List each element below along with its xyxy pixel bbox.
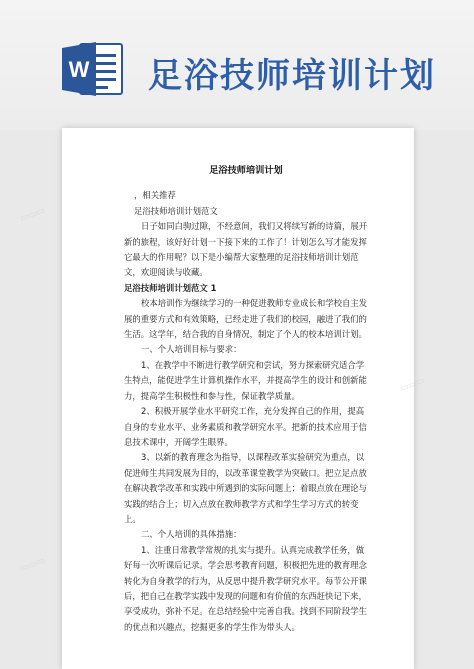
related-subtitle: 足浴技师培训计划范文 [134,205,218,216]
banner-title: 足浴技师培训计划 [148,56,436,96]
measure-heading: 二、个人培训的具体措施： [141,529,242,540]
paragraph-1: 校本培训作为继续学习的一种促进教师专业成长和学校自主发展的重要方式和有效策略，已经走进了我们的校园，融进了我们的生活。这学年，结合我的自身情况，制定了个人的校本培训计划。 [124,298,368,340]
header-banner [0,0,474,130]
section-heading: 足浴技师培训计划范文 1 [124,282,217,293]
related-label: ，相关推荐 [134,190,176,201]
watermark: ▭▭▭ [19,205,47,225]
goal-item-3: 3、以新的教育理念为指导，以课程改革实验研究为重点，以促进师生共同发展为目的，以改革课堂教学为突破口。把立足点放在解决教学改革和实践中所遇到的实际问题上；着眼点放在理论与实践的结合上；切入点放在教师教学方式和学生学习方式的转变上。 [124,452,367,524]
goal-item-1: 1、在教学中不断进行教学研究和尝试，努力探索研究适合学生特点，能促进学生计算机操作水平，并提高学生的设计和创新能力，提高学生积极性和参与性，保证教学质量。 [124,359,367,401]
measure-item-1: 1、注重日常教学常规的扎实与提升。认真完成教学任务，做好每一次听课后记录。学会思考教育问题，积极把先进的教育理念转化为自身教学的行为，从反思中提升教学研究水平。每节公开课后，把自己在教学实践中发现的问题和有价值的东西赶快记下来，享受成功，弥补不足。在总结经验中完善自我。找到不同阶段学生的优点和兴趣点，挖掘更多的学生作为带头人。 [124,544,367,632]
watermark: ▭▭▭ [19,555,47,575]
document-title: 足浴技师培训计划 [209,165,283,176]
goal-item-2: 2、积极开展学业水平研究工作，充分发挥自己的作用，提高自身的专业水平、业务素质和教学研究水平。把新的技术应用于信息技术课中，开阔学生眼界。 [124,406,367,447]
document-body [124,163,368,635]
logo-letter: W [68,57,90,82]
watermark: ▭▭▭ [399,375,427,395]
intro-paragraph: 日子如同白驹过隙，不经意间，我们又将续写新的诗篇，展开新的旅程，该好好计划一下接下来的工作了！计划怎么写才能发挥它最大的作用呢？以下是小编帮大家整理的足浴技师培训计划范文，欢迎阅读与收藏。 [124,221,368,278]
goal-heading: 一、个人培训目标与要求： [141,344,242,355]
word-document-icon [62,40,124,98]
